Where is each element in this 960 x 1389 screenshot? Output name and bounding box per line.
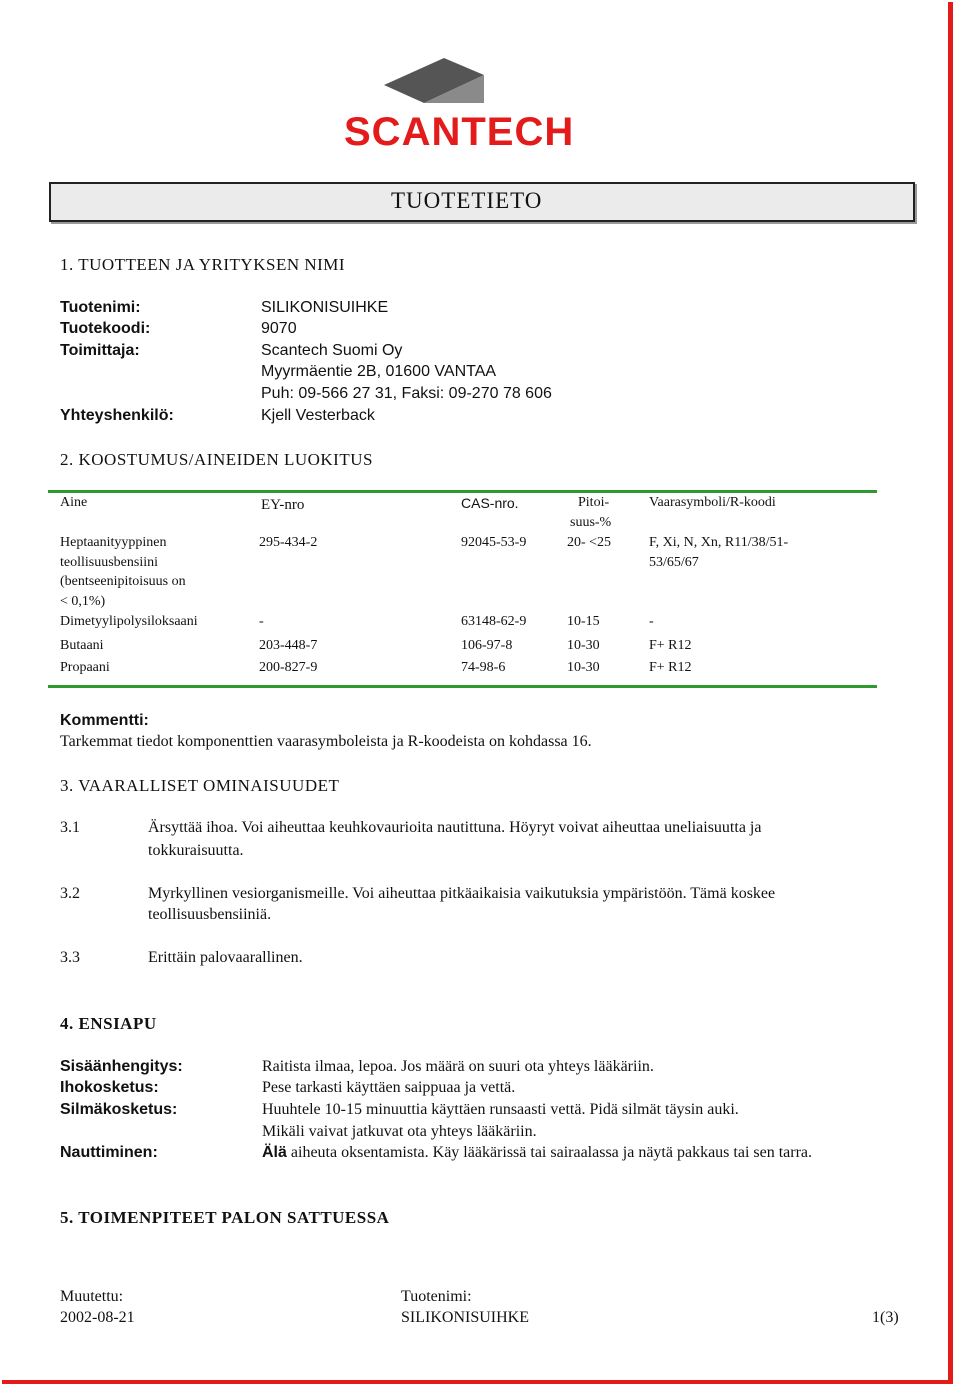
contact-value: Kjell Vesterback [261,407,375,424]
supplier-line: Puh: 09-566 27 31, Faksi: 09-270 78 606 [261,385,552,402]
table-cell-aine: Heptaanityyppinen [60,535,167,550]
column-header-aine: Aine [60,495,88,510]
table-cell-pitoisuus: 10-15 [567,614,600,629]
footer-changed-label: Muutettu: [60,1288,124,1305]
skin-label: Ihokosketus: [60,1079,159,1096]
table-cell-pitoisuus: 10-30 [567,660,600,675]
contact-label: Yhteyshenkilö: [60,407,174,424]
item-text: teollisuusbensiiniä. [148,906,272,923]
item-number: 3.1 [60,819,80,836]
table-top-rule [48,490,877,493]
product-name-value: SILIKONISUIHKE [261,299,389,316]
ingestion-label: Nauttiminen: [60,1144,158,1161]
table-cell-ey: 295-434-2 [259,535,318,550]
table-cell-ey: 200-827-9 [259,660,318,675]
footer-product-name: SILIKONISUIHKE [401,1309,529,1326]
column-header-cas: CAS-nro. [461,495,519,511]
item-text: Erittäin palovaarallinen. [148,949,303,966]
section1-heading: 1. TUOTTEEN JA YRITYKSEN NIMI [60,255,346,274]
comment-text: Tarkemmat tiedot komponenttien vaarasymboleista ja R-koodeista on kohdassa 16. [60,733,592,750]
table-cell-cas: 74-98-6 [461,660,506,675]
table-cell-ey: 203-448-7 [259,638,318,653]
table-cell-cas: 92045-53-9 [461,535,527,550]
title-bar [49,182,915,222]
footer-changed-date: 2002-08-21 [60,1309,135,1326]
inhalation-text: Raitista ilmaa, lepoa. Jos määrä on suuri ota yhteys lääkäriin. [262,1058,654,1075]
table-cell-vaara: F+ R12 [649,638,692,653]
table-cell-aine: Dimetyylipolysiloksaani [60,614,198,629]
item-text: Ärsyttää ihoa. Voi aiheuttaa keuhkovaurioita nautittuna. Höyryt voivat aiheuttaa uneliaisuutta ja [148,819,762,836]
table-cell-ey: - [259,614,264,629]
column-header-pitoisuus-2: suus-% [570,515,612,530]
logo-wordmark: SCANTECH [344,110,575,150]
table-cell-aine: < 0,1%) [60,594,106,609]
table-cell-aine: Propaani [60,660,110,675]
skin-text: Pese tarkasti käyttäen saippuaa ja vettä. [262,1079,516,1096]
table-cell-vaara: F+ R12 [649,660,692,675]
table-cell-aine: teollisuusbensiini [60,555,158,570]
eye-label: Silmäkosketus: [60,1101,178,1118]
column-header-vaara: Vaarasymboli/R-koodi [649,495,776,510]
eye-text: Mikäli vaivat jatkuvat ota yhteys lääkäriin. [262,1123,537,1140]
product-code-label: Tuotekoodi: [60,320,151,337]
footer-product-label: Tuotenimi: [401,1288,472,1305]
eye-text: Huuhtele 10-15 minuuttia käyttäen runsaasti vettä. Pidä silmät täysin auki. [262,1101,739,1118]
scantech-logo [344,55,594,150]
section3-heading: 3. VAARALLISET OMINAISUUDET [60,776,340,795]
table-bottom-rule [48,685,877,688]
item-text: Myrkyllinen vesiorganismeille. Voi aiheuttaa pitkäaikaisia vaikutuksia ympäristöön. Tämä koskee [148,885,776,902]
table-cell-pitoisuus: 20- <25 [567,535,612,550]
document-title: TUOTETIETO [391,188,543,213]
item-number: 3.3 [60,949,80,966]
section4-heading: 4. ENSIAPU [60,1014,157,1033]
table-cell-aine: Butaani [60,638,104,653]
ingestion-text [262,1144,812,1162]
table-cell-vaara: F, Xi, N, Xn, R11/38/51- [649,535,789,550]
supplier-line: Myyrmäentie 2B, 01600 VANTAA [261,363,497,380]
supplier-line: Scantech Suomi Oy [261,342,403,359]
product-name-label: Tuotenimi: [60,299,141,316]
inhalation-label: Sisäänhengitys: [60,1058,183,1075]
product-code-value: 9070 [261,320,297,337]
ingestion-rest: aiheuta oksentamista. Käy lääkärissä tai sairaalassa ja näytä pakkaus tai sen tarra. [286,1144,813,1161]
table-cell-vaara: - [649,614,654,629]
section5-heading: 5. TOIMENPITEET PALON SATTUESSA [60,1208,390,1227]
column-header-ey: EY-nro [261,497,305,513]
section2-heading: 2. KOOSTUMUS/AINEIDEN LUOKITUS [60,450,373,469]
page-number: 1(3) [872,1309,899,1326]
table-cell-vaara: 53/65/67 [649,555,699,570]
table-cell-pitoisuus: 10-30 [567,638,600,653]
item-text: tokkuraisuutta. [148,842,244,859]
table-cell-aine: (bentseenipitoisuus on [60,574,186,589]
table-cell-cas: 106-97-8 [461,638,513,653]
column-header-pitoisuus: Pitoi- [578,495,610,510]
table-cell-cas: 63148-62-9 [461,614,527,629]
ingestion-emphasis: Älä [262,1144,287,1161]
comment-label: Kommentti: [60,712,149,729]
item-number: 3.2 [60,885,80,902]
supplier-label: Toimittaja: [60,342,140,359]
